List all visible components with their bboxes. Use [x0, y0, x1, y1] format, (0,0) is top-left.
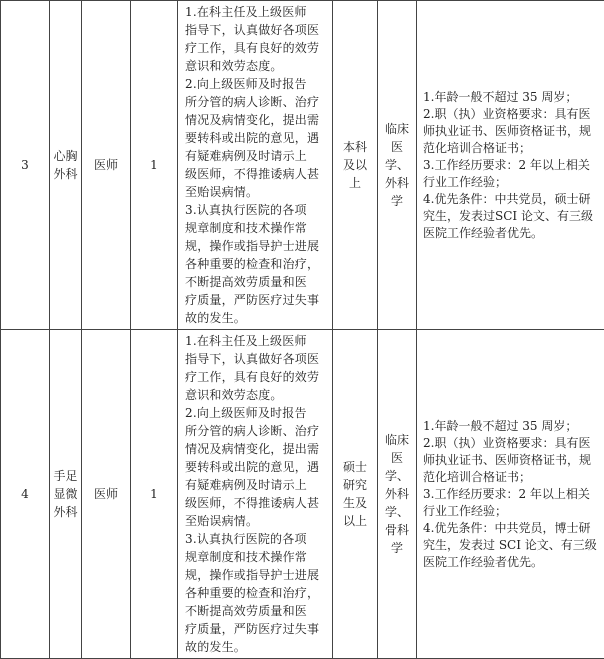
- duty-line: 规章制度和技术操作常: [185, 219, 329, 237]
- duty-line: 2.向上级医师及时报告: [185, 404, 329, 422]
- requirement-line: 范化培训合格证书；: [423, 469, 600, 486]
- requirement-line: 医院工作经验者优先。: [423, 225, 600, 242]
- major-line: 临床: [385, 431, 409, 449]
- duty-line: 故的发生。: [185, 638, 329, 656]
- duty-line: 不断提高效劳质量和医: [185, 273, 329, 291]
- duty-line: 意识和效劳态度。: [185, 57, 329, 75]
- requirement-line: 1.年龄一般不超过 35 周岁；: [423, 89, 600, 106]
- major-line: 外科: [385, 485, 409, 503]
- department-line: 显微: [53, 485, 77, 503]
- duty-line: 3.认真执行医院的各项: [185, 530, 329, 548]
- requirement-line: 4.优先条件：中共党员，博士研: [423, 520, 600, 537]
- requirement-line: 究生，发表过SCI 论文、有三级: [423, 208, 600, 225]
- major-line: 学: [385, 539, 409, 557]
- requirement-line: 师执业证书、医师资格证书，规: [423, 452, 600, 469]
- department-line: 外科: [53, 165, 77, 183]
- duty-line: 规，操作或指导护士进展: [185, 237, 329, 255]
- major-line: 骨科: [385, 521, 409, 539]
- major-line: 学: [385, 192, 409, 210]
- duty-line: 级医师，不得推诿病人甚: [185, 494, 329, 512]
- requirement-line: 究生，发表过 SCI 论文、有三级: [423, 537, 600, 554]
- position-cell: 医师: [82, 1, 131, 330]
- education-line: 及以: [343, 156, 367, 174]
- duty-line: 2.向上级医师及时报告: [185, 75, 329, 93]
- duty-line: 疗工作，具有良好的效劳: [185, 368, 329, 386]
- duty-line: 规章制度和技术操作常: [185, 548, 329, 566]
- duty-line: 疗质量，严防医疗过失事: [185, 620, 329, 638]
- education-line: 以上: [343, 512, 367, 530]
- duty-line: 情况及病情变化，提出需: [185, 440, 329, 458]
- education-cell: [333, 1, 378, 330]
- duty-line: 各种重要的检查和治疗，: [185, 584, 329, 602]
- table-row: [1, 1, 604, 330]
- major-line: 医: [385, 449, 409, 467]
- requirement-line: 行业工作经验；: [423, 503, 600, 520]
- table-row: [1, 330, 604, 659]
- duty-line: 要转科或出院的意见，遇: [185, 129, 329, 147]
- duty-line: 1.在科主任及上级医师: [185, 332, 329, 350]
- duty-line: 疗工作，具有良好的效劳: [185, 39, 329, 57]
- requirements-cell: [417, 330, 604, 659]
- duty-line: 1.在科主任及上级医师: [185, 3, 329, 21]
- requirement-line: 4.优先条件：中共党员，硕士研: [423, 191, 600, 208]
- department-line: 心胸: [53, 147, 77, 165]
- duty-line: 3.认真执行医院的各项: [185, 201, 329, 219]
- duty-line: 所分管的病人诊断、治疗: [185, 422, 329, 440]
- duty-line: 级医师，不得推诿病人甚: [185, 165, 329, 183]
- requirements-cell: [417, 1, 604, 330]
- duty-line: 至贻误病情。: [185, 183, 329, 201]
- department-line: 手足: [53, 467, 77, 485]
- requirement-line: 师执业证书、医师资格证书，规: [423, 123, 600, 140]
- duty-line: 各种重要的检查和治疗，: [185, 255, 329, 273]
- education-cell: [333, 330, 378, 659]
- requirement-line: 范化培训合格证书；: [423, 140, 600, 157]
- major-line: 学、: [385, 467, 409, 485]
- duty-line: 至贻误病情。: [185, 512, 329, 530]
- duty-line: 要转科或出院的意见，遇: [185, 458, 329, 476]
- headcount-cell: 1: [131, 1, 178, 330]
- duty-line: 故的发生。: [185, 309, 329, 327]
- headcount-cell: 1: [131, 330, 178, 659]
- major-line: 学、: [385, 156, 409, 174]
- major-cell: [378, 330, 417, 659]
- education-line: 生及: [343, 494, 367, 512]
- requirement-line: 3.工作经历要求：2 年以上相关: [423, 157, 600, 174]
- requirement-line: 2.职（执）业资格要求：具有医: [423, 106, 600, 123]
- major-line: 外科: [385, 174, 409, 192]
- major-line: 医: [385, 138, 409, 156]
- major-line: 临床: [385, 120, 409, 138]
- education-line: 本科: [343, 138, 367, 156]
- duty-line: 指导下，认真做好各项医: [185, 21, 329, 39]
- position-cell: 医师: [82, 330, 131, 659]
- duty-line: 指导下，认真做好各项医: [185, 350, 329, 368]
- requirement-line: 医院工作经验者优先。: [423, 554, 600, 571]
- department-cell: [50, 1, 82, 330]
- duty-line: 疗质量，严防医疗过失事: [185, 291, 329, 309]
- requirement-line: 1.年龄一般不超过 35 周岁；: [423, 418, 600, 435]
- requirement-line: 2.职（执）业资格要求：具有医: [423, 435, 600, 452]
- duty-line: 不断提高效劳质量和医: [185, 602, 329, 620]
- duty-line: 情况及病情变化，提出需: [185, 111, 329, 129]
- duty-line: 有疑难病例及时请示上: [185, 476, 329, 494]
- education-line: 研究: [343, 476, 367, 494]
- duties-cell: [178, 330, 333, 659]
- row-number: 3: [1, 1, 50, 330]
- education-line: 上: [343, 174, 367, 192]
- row-number: 4: [1, 330, 50, 659]
- duties-cell: [178, 1, 333, 330]
- requirement-line: 行业工作经验；: [423, 174, 600, 191]
- duty-line: 规，操作或指导护士进展: [185, 566, 329, 584]
- duty-line: 有疑难病例及时请示上: [185, 147, 329, 165]
- requirement-line: 3.工作经历要求：2 年以上相关: [423, 486, 600, 503]
- education-line: 硕士: [343, 458, 367, 476]
- department-line: 外科: [53, 503, 77, 521]
- major-cell: [378, 1, 417, 330]
- duty-line: 所分管的病人诊断、治疗: [185, 93, 329, 111]
- duty-line: 意识和效劳态度。: [185, 386, 329, 404]
- major-line: 学、: [385, 503, 409, 521]
- department-cell: [50, 330, 82, 659]
